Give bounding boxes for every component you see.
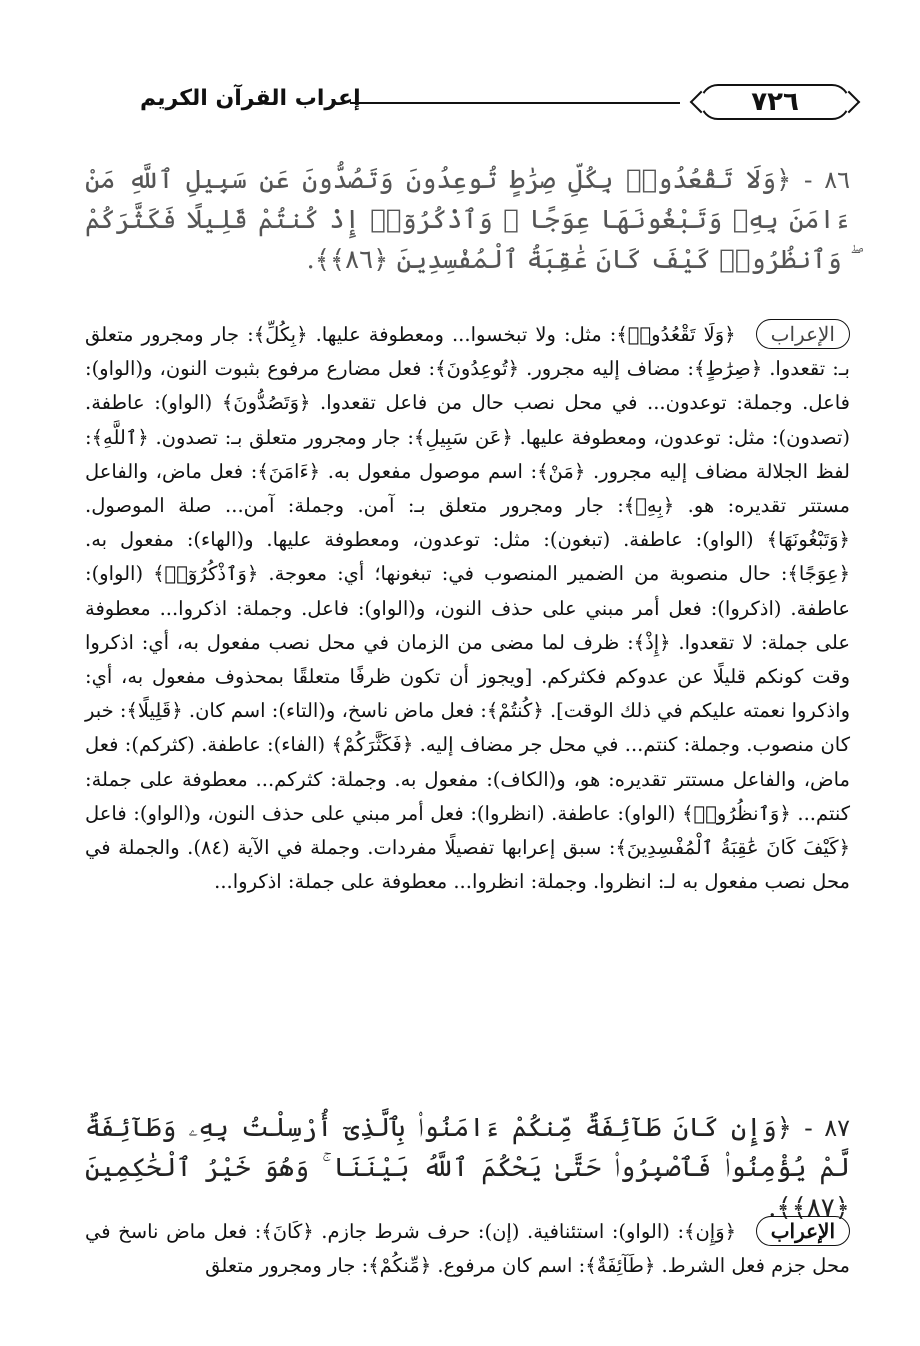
irab-87-text: ﴿وَإِن﴾: (الواو): استئنافية. (إن): حرف شرط جازم. ﴿كَانَ﴾: فعل ماض ناسخ في محل جزم فعل الشرط. ﴿طَآئِفَةٌ﴾: اسم كان مرفوع. ﴿مِّنكُمْ﴾: جار ومجرور متعلق <box>85 1220 850 1278</box>
book-title: إعراب القرآن الكريم <box>140 86 361 111</box>
irab-87-paragraph <box>85 1215 850 1283</box>
verse-86 <box>85 160 850 280</box>
page-header <box>140 80 850 130</box>
verse-87 <box>85 1108 850 1228</box>
verse-87-number: ٨٧ - <box>804 1114 851 1142</box>
verse-86-text: ﴿وَلَا تَقْعُدُوا۟ بِكُلِّ صِرَٰطٍ تُوعِدُونَ وَتَصُدُّونَ عَن سَبِيلِ ٱللَّهِ مَنْ ءَامَنَ بِهِۦ وَتَبْغُونَهَا عِوَجًا ۚ وَٱذْكُرُوٓا۟ إِذْ كُنتُمْ قَلِيلًا فَكَثَّرَكُمْ ۖ وَٱنظُرُوا۟ كَيْفَ كَانَ عَٰقِبَةُ ٱلْمُفْسِدِينَ ﴿٨٦﴾﴾. <box>85 165 850 275</box>
verse-87-text: ﴿وَإِن كَانَ طَآئِفَةٌ مِّنكُمْ ءَامَنُوا۟ بِٱلَّذِىٓ أُرْسِلْتُ بِهِۦ وَطَآئِفَةٌ لَّمْ يُؤْمِنُوا۟ فَٱصْبِرُوا۟ حَتَّىٰ يَحْكُمَ ٱللَّهُ بَيْنَنَا ۚ وَهُوَ خَيْرُ ٱلْحَٰكِمِينَ ﴿٨٧﴾﴾. <box>85 1113 850 1223</box>
irab-86-text: ﴿وَلَا تَقْعُدُوا۟﴾: مثل: ولا تبخسوا... ومعطوفة عليها. ﴿بِكُلِّ﴾: جار ومجرور متعلق بـ: تقعدوا. ﴿صِرَٰطٍ﴾: مضاف إليه مجرور. ﴿تُوعِدُونَ﴾: فعل مضارع مرفوع بثبوت النون، و(الواو): فاعل. وجملة: توعدون... في محل نصب حال من فاعل تقعدوا. ﴿وَتَصُدُّونَ﴾ (الواو): عاطفة. (تصدون): مثل: توعدون، ومعطوفة عليها. ﴿عَن سَبِيلِ﴾: جار ومجرور متعلق بـ: تصدون. ﴿ٱللَّهِ﴾: لفظ الجلالة مضاف إليه مجرور. ﴿مَنْ﴾: اسم موصول مفعول به. ﴿ءَامَنَ﴾: فعل ماض، والفاعل مستتر تقديره: هو. ﴿بِهِۦ﴾: جار ومجرور متعلق بـ: آمن. وجملة: آمن... صلة الموصول. ﴿وَتَبْغُونَهَا﴾ (الواو): عاطفة. (تبغون): مثل: توعدون، ومعطوفة عليها. و(الهاء): مفعول به. ﴿عِوَجًا﴾: حال منصوبة من الضمير المنصوب في: تبغونها؛ أي: معوجة. ﴿وَٱذْكُرُوٓا۟﴾ (الواو): عاطفة. (اذكروا): فعل أمر مبني على حذف النون، و(الواو): فاعل. وجملة: اذكروا... معطوفة على جملة: لا تقعدوا. ﴿إِذْ﴾: ظرف لما مضى من الزمان في محل نصب مفعول به، أي: اذكروا وقت كونكم قليلًا عن عدوكم فكثركم. [ويجوز أن تكون ظرفًا متعلقًا بمحذوف مفعول به، أي: واذكروا نعمته عليكم في ذلك الوقت]. ﴿كُنتُمْ﴾: فعل ماض ناسخ، و(التاء): اسم كان. ﴿قَلِيلًا﴾: خبر كان منصوب. وجملة: كنتم... في محل جر مضاف إليه. ﴿فَكَثَّرَكُمْ﴾ (الفاء): عاطفة. (كثركم): فعل ماض، والفاعل مستتر تقديره: هو، و(الكاف): مفعول به. وجملة: كثركم... معطوفة على جملة: كنتم... ﴿وَٱنظُرُوا۟﴾ (الواو): عاطفة. (انظروا): فعل أمر مبني على حذف النون، و(الواو): فاعل ﴿كَيْفَ كَانَ عَٰقِبَةُ ٱلْمُفْسِدِينَ﴾: سبق إعرابها تفصيلًا مفردات. وجملة في الآية (٨٤). والجملة في محل نصب مفعول به لـ: انظروا. وجملة: انظروا... معطوفة على جملة: اذكروا... <box>85 323 851 894</box>
header-rule <box>350 102 680 104</box>
page-number: ٧٢٦ <box>700 84 850 120</box>
irab-87-badge: الإعراب <box>756 1216 850 1246</box>
irab-86-badge: الإعراب <box>756 319 850 349</box>
irab-86-paragraph <box>85 318 850 899</box>
verse-86-number: ٨٦ - <box>803 166 851 194</box>
